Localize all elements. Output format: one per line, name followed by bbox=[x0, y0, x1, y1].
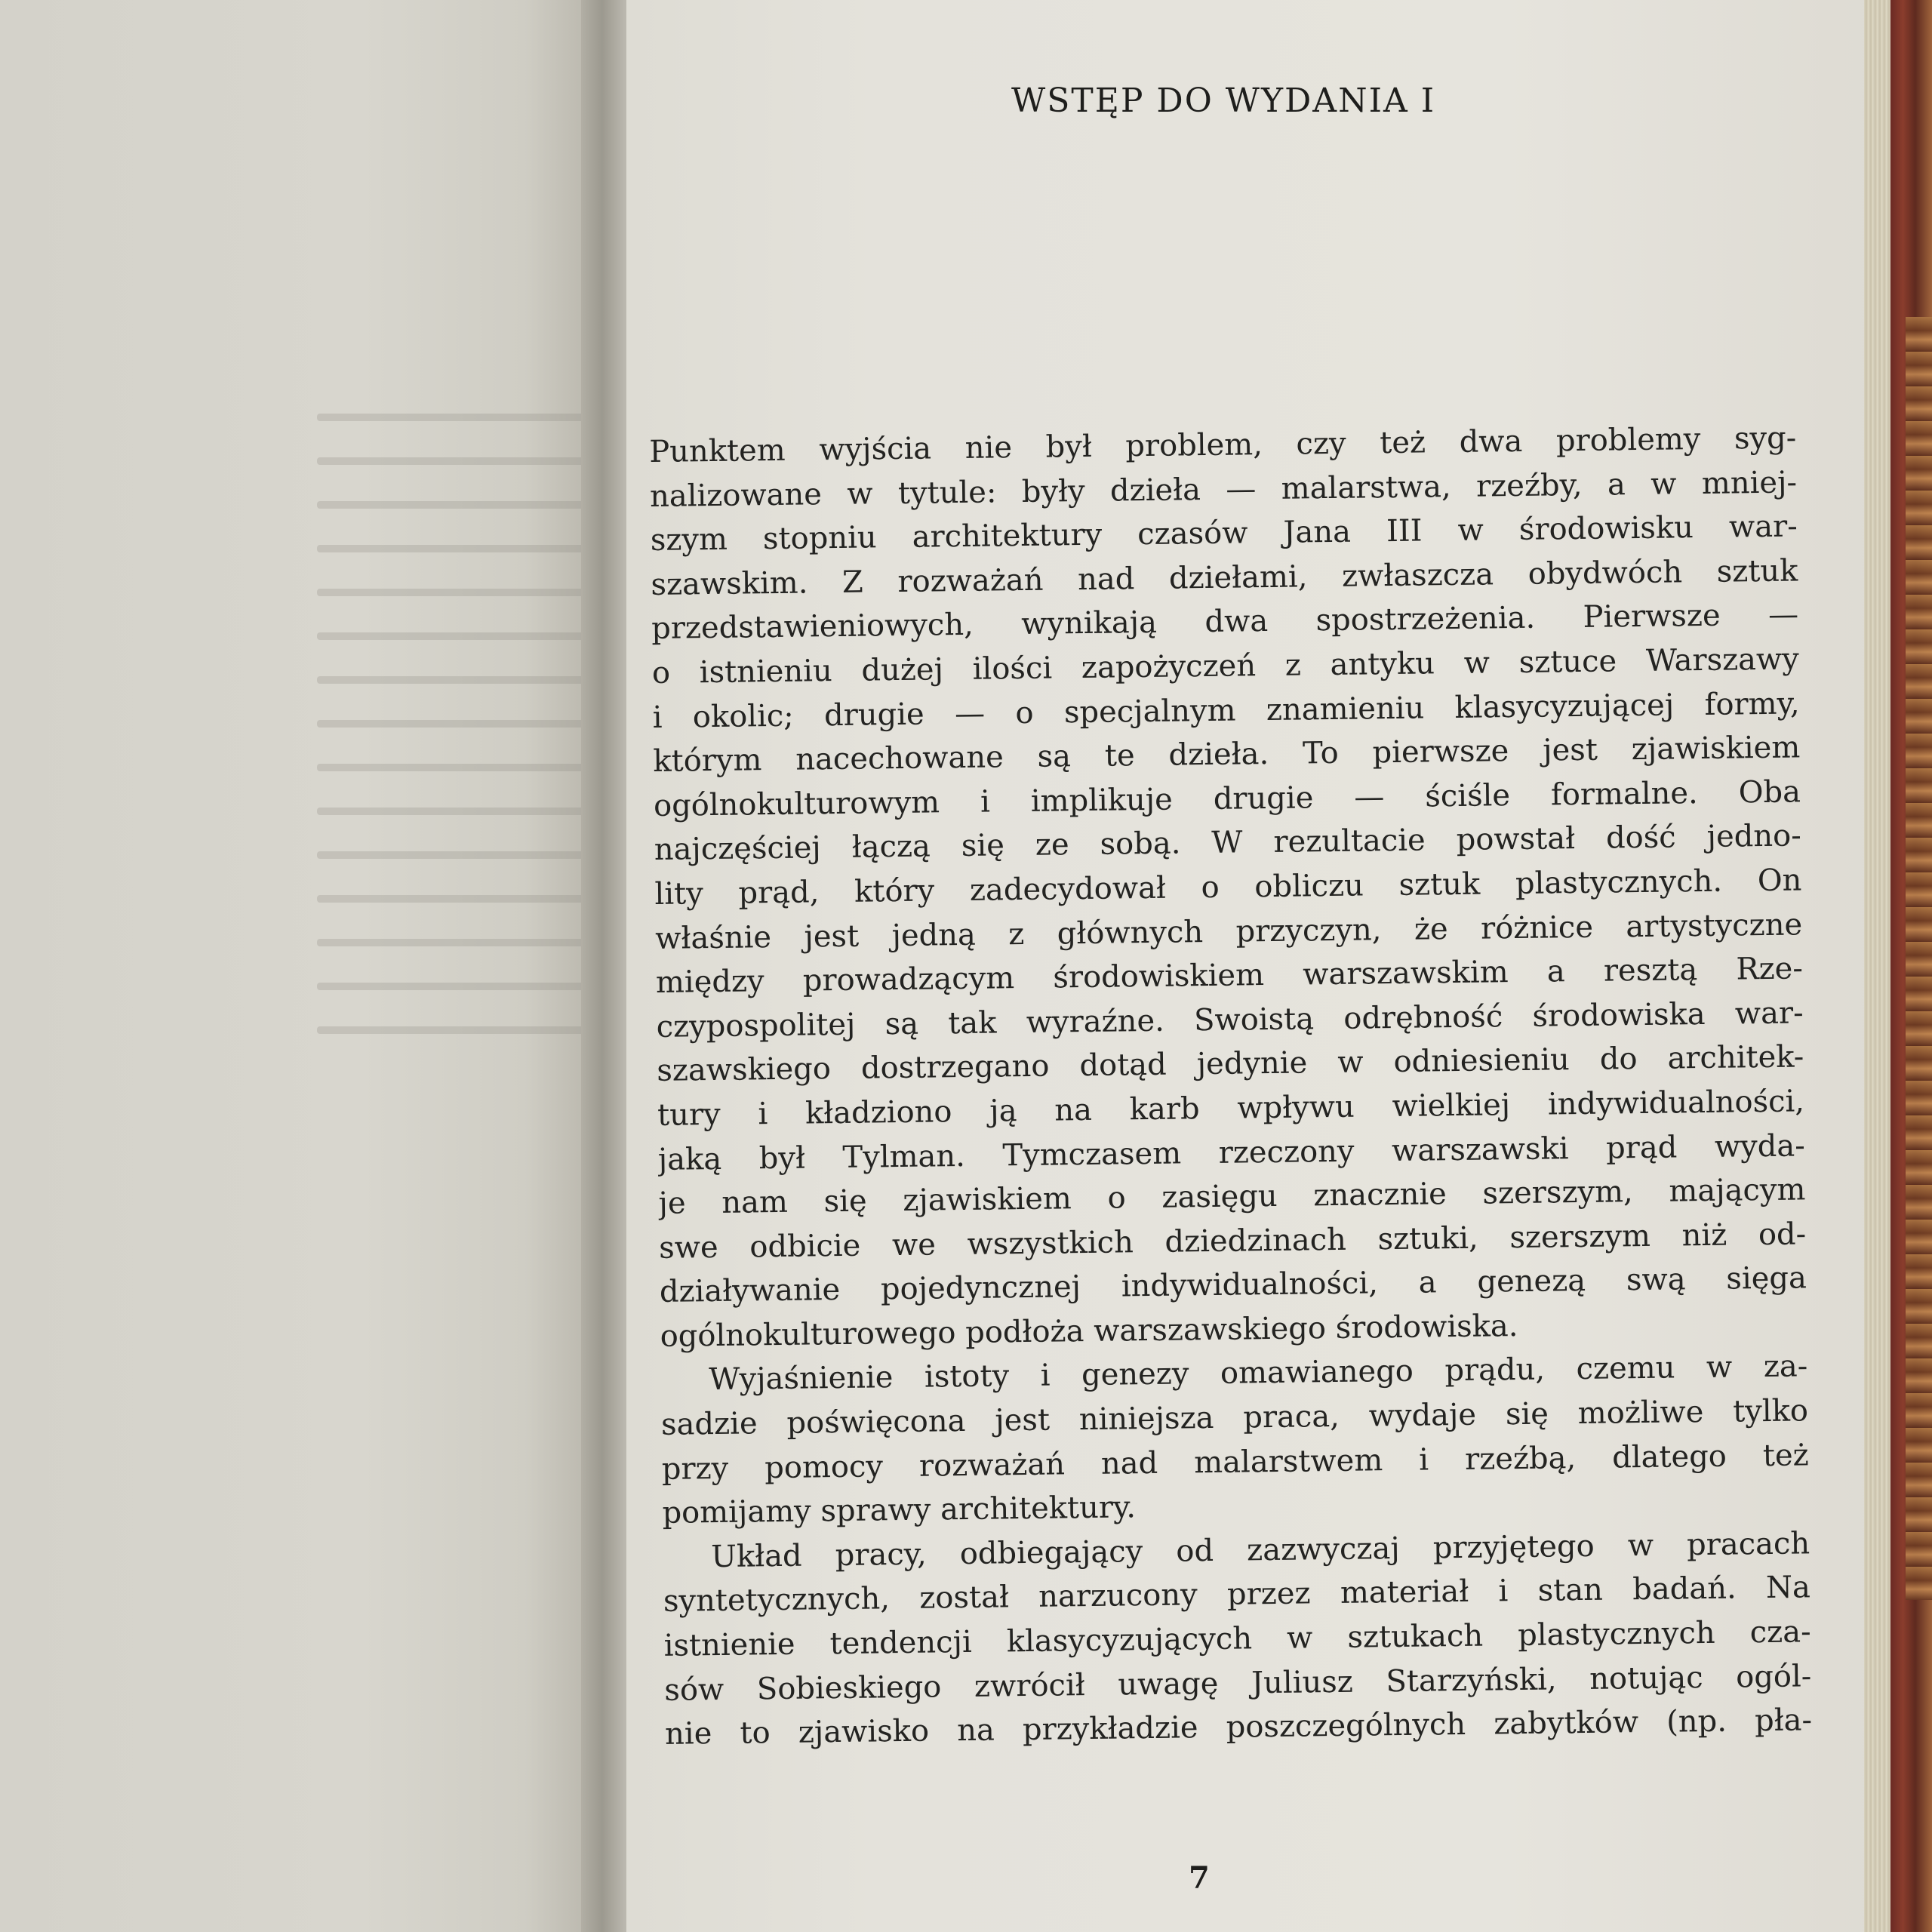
text-line: właśnie jest jedną z głównych przyczyn, że różnice artystyczne bbox=[654, 906, 1803, 956]
text-line: jaką był Tylman. Tymczasem rzeczony warszawski prąd wyda- bbox=[657, 1128, 1805, 1177]
text-line: tury i kładziono ją na karb wpływu wielkiej indywidualności, bbox=[657, 1084, 1805, 1133]
text-line: szawskim. Z rozważań nad dziełami, zwłaszcza obydwóch sztuk bbox=[651, 553, 1798, 602]
paragraph-1 bbox=[649, 416, 1807, 1358]
paragraph-2 bbox=[660, 1345, 1810, 1536]
text-line: je nam się zjawiskiem o zasięgu znacznie szerszym, mającym bbox=[658, 1172, 1806, 1222]
left-page bbox=[0, 0, 596, 1932]
paragraph-3 bbox=[663, 1521, 1812, 1757]
text-line: przedstawieniowych, wynikają dwa spostrzeżenia. Pierwsze — bbox=[651, 597, 1799, 647]
text-line: sadzie poświęcona jest niniejsza praca, wydaje się możliwe tylko bbox=[660, 1393, 1809, 1442]
text-line: najczęściej łączą się ze sobą. W rezultacie powstał dość jedno- bbox=[654, 818, 1801, 868]
text-line: o istnieniu dużej ilości zapożyczeń z antyku w sztuce Warszawy bbox=[651, 641, 1800, 691]
text-line: syntetycznych, został narzucony przez materiał i stan badań. Na bbox=[663, 1570, 1811, 1620]
text-line: sów Sobieskiego zwrócił uwagę Juliusz Starzyński, notując ogól- bbox=[664, 1658, 1812, 1708]
body-text bbox=[649, 416, 1814, 1833]
text-line: szawskiego dostrzegano dotąd jedynie w odniesieniu do architek- bbox=[657, 1039, 1804, 1089]
text-line: nalizowane w tytule: były dzieła — malarstwa, rzeźby, a w mniej- bbox=[649, 465, 1798, 514]
text-line: między prowadzącym środowiskiem warszawskim a resztą Rze- bbox=[655, 951, 1804, 1001]
cover-marbling bbox=[1906, 317, 1932, 1600]
text-line: i okolic; drugie — o specjalnym znamieniu klasycyzującej formy, bbox=[652, 685, 1800, 735]
show-through-text bbox=[317, 377, 589, 1509]
text-line: istnienie tendencji klasycyzujących w sztukach plastycznych cza- bbox=[663, 1614, 1811, 1663]
text-line: lity prąd, który zadecydował o obliczu sztuk plastycznych. On bbox=[654, 863, 1802, 912]
text-line: Punktem wyjścia nie był problem, czy też dwa problemy syg- bbox=[649, 420, 1797, 469]
page-number: 7 bbox=[1189, 1860, 1210, 1896]
chapter-heading: WSTĘP DO WYDANIA I bbox=[1011, 82, 1436, 120]
text-line: swe odbicie we wszystkich dziedzinach sztuki, szerszym niż od- bbox=[658, 1217, 1807, 1266]
text-line: czypospolitej są tak wyraźne. Swoistą odrębność środowiska war- bbox=[656, 995, 1804, 1044]
text-line: przy pomocy rozważań nad malarstwem i rzeźbą, dlatego też bbox=[661, 1437, 1809, 1487]
text-line: szym stopniu architektury czasów Jana III w środowisku war- bbox=[650, 509, 1798, 558]
text-line: pomijamy sprawy architektury. bbox=[662, 1490, 1137, 1531]
text-line: działywanie pojedyncznej indywidualności, a genezą swą sięga bbox=[659, 1260, 1807, 1310]
text-line: Wyjaśnienie istoty i genezy omawianego prądu, czemu w za- bbox=[709, 1349, 1808, 1398]
text-line: Układ pracy, odbiegający od zazwyczaj przyjętego w pracach bbox=[710, 1526, 1810, 1574]
text-line: ogólnokulturowego podłoża warszawskiego środowiska. bbox=[660, 1308, 1518, 1354]
page-edges bbox=[1864, 0, 1894, 1932]
text-line: nie to zjawisko na przykładzie poszczególnych zabytków (np. pła- bbox=[664, 1703, 1813, 1752]
text-line: ogólnokulturowym i implikuje drugie — ściśle formalne. Oba bbox=[653, 774, 1801, 823]
text-line: którym nacechowane są te dzieła. To pierwsze jest zjawiskiem bbox=[653, 730, 1801, 780]
